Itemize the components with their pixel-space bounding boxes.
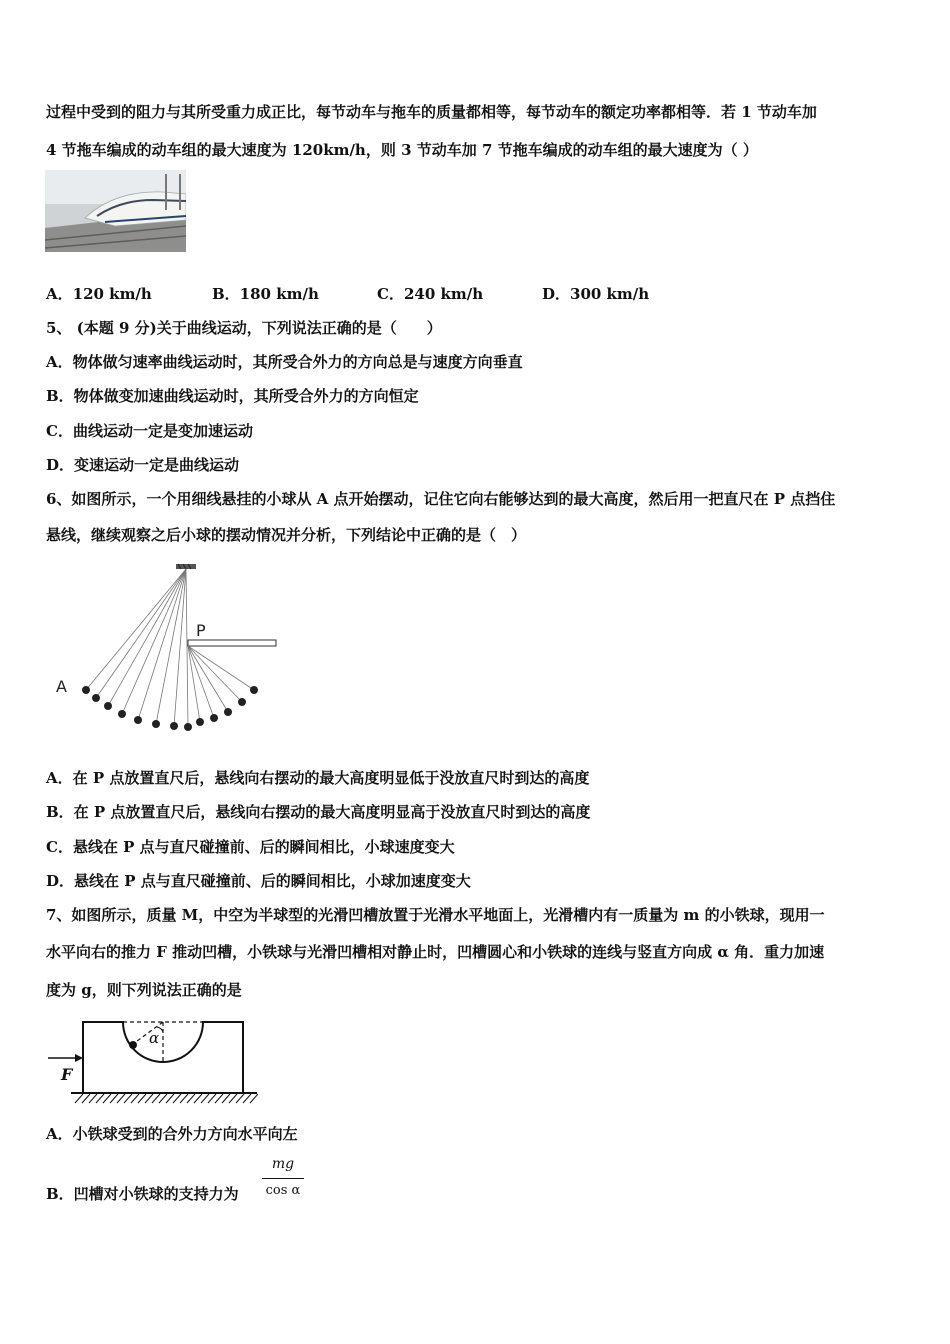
q7-text-line1: 7、如图所示，质量 M，中空为半球型的光滑凹槽放置于光滑水平地面上，光滑槽内有一质量为 m 的小铁球，现用一 bbox=[46, 906, 825, 924]
groove-figure bbox=[45, 1015, 260, 1110]
q6-text-line2: 悬线，继续观察之后小球的摆动情况并分析，下列结论中正确的是（ ） bbox=[46, 526, 527, 544]
ground-hatch bbox=[89, 1094, 97, 1103]
ground-hatch bbox=[201, 1094, 209, 1103]
pendulum-ball bbox=[170, 722, 178, 730]
pendulum-string bbox=[86, 569, 186, 690]
ground-hatch bbox=[110, 1094, 118, 1103]
ground-hatch bbox=[250, 1094, 258, 1103]
q4-option-a: A．120 km/h bbox=[46, 285, 152, 303]
ground-hatch bbox=[208, 1094, 216, 1103]
ground-hatch bbox=[173, 1094, 181, 1103]
ground-hatch bbox=[117, 1094, 125, 1103]
train-photo bbox=[45, 170, 186, 252]
q4-text-line2: 4 节拖车编成的动车组的最大速度为 120km/h，则 3 节动车加 7 节拖车编成的动车组的最大速度为（ ） bbox=[46, 141, 758, 159]
pendulum-ball bbox=[82, 686, 90, 694]
ground-hatch bbox=[229, 1094, 237, 1103]
fraction-numerator: mg bbox=[271, 1156, 295, 1172]
ground-hatch bbox=[180, 1094, 188, 1103]
q6-option-a: A．在 P 点放置直尺后，悬线向右摆动的最大高度明显低于没放直尺时到达的高度 bbox=[46, 769, 590, 787]
q6-option-c: C．悬线在 P 点与直尺碰撞前、后的瞬间相比，小球速度变大 bbox=[46, 838, 455, 856]
pendulum-ball bbox=[238, 698, 246, 706]
pendulum-ball bbox=[152, 720, 160, 728]
ground-hatch bbox=[166, 1094, 174, 1103]
ground-hatch bbox=[236, 1094, 244, 1103]
pendulum-ball bbox=[104, 702, 112, 710]
q5-option-d: D．变速运动一定是曲线运动 bbox=[46, 456, 240, 474]
q5-option-a: A．物体做匀速率曲线运动时，其所受合外力的方向总是与速度方向垂直 bbox=[46, 353, 523, 371]
ground-hatch bbox=[124, 1094, 132, 1103]
q4-option-b: B．180 km/h bbox=[212, 285, 319, 303]
q7-text-line3: 度为 g，则下列说法正确的是 bbox=[46, 981, 242, 999]
ground-hatch bbox=[159, 1094, 167, 1103]
q5-option-b: B．物体做变加速曲线运动时，其所受合外力的方向恒定 bbox=[46, 387, 419, 405]
label-a: A bbox=[56, 677, 67, 696]
ground-hatch bbox=[243, 1094, 251, 1103]
fraction-denominator: cos α bbox=[265, 1183, 301, 1198]
q7-text-line2: 水平向右的推力 F 推动凹槽，小铁球与光滑凹槽相对静止时，凹槽圆心和小铁球的连线与竖直方向成 α 角．重力加速 bbox=[46, 943, 825, 961]
pendulum-string bbox=[188, 646, 242, 702]
q4-option-d: D．300 km/h bbox=[542, 285, 650, 303]
ground-hatch bbox=[215, 1094, 223, 1103]
pendulum-ball bbox=[224, 708, 232, 716]
pendulum-ball bbox=[92, 694, 100, 702]
ground-hatch bbox=[96, 1094, 104, 1103]
ground-hatch bbox=[194, 1094, 202, 1103]
ground-hatch bbox=[75, 1094, 83, 1103]
q6-option-d: D．悬线在 P 点与直尺碰撞前、后的瞬间相比，小球加速度变大 bbox=[46, 872, 471, 890]
pendulum-string bbox=[188, 646, 200, 722]
pendulum-ball bbox=[210, 714, 218, 722]
pendulum-string bbox=[108, 569, 186, 706]
q4-text-line1: 过程中受到的阻力与其所受重力成正比，每节动车与拖车的质量都相等，每节动车的额定功率都相等．若 1 节动车加 bbox=[46, 103, 817, 121]
pendulum-string bbox=[156, 569, 186, 724]
pendulum-string bbox=[138, 569, 186, 720]
ground-hatch bbox=[187, 1094, 195, 1103]
q5-stem: 5、 (本题 9 分)关于曲线运动，下列说法正确的是（ ） bbox=[46, 319, 442, 337]
fraction-bar bbox=[262, 1178, 304, 1179]
pendulum-string bbox=[96, 569, 186, 698]
q6-option-b: B．在 P 点放置直尺后，悬线向右摆动的最大高度明显高于没放直尺时到达的高度 bbox=[46, 803, 591, 821]
label-alpha: α bbox=[149, 1029, 160, 1047]
pendulum-ball bbox=[250, 686, 258, 694]
label-p: P bbox=[196, 621, 206, 640]
q5-option-c: C．曲线运动一定是变加速运动 bbox=[46, 422, 253, 440]
q6-text-line1: 6、如图所示，一个用细线悬挂的小球从 A 点开始摆动，记住它向右能够达到的最大高度，然后用一把直尺在 P 点挡住 bbox=[46, 490, 836, 508]
pendulum-figure bbox=[50, 562, 280, 742]
pendulum-ball bbox=[134, 716, 142, 724]
ground-hatch bbox=[222, 1094, 230, 1103]
label-f: F bbox=[61, 1065, 73, 1084]
pendulum-ball bbox=[118, 710, 126, 718]
pendulum-ball bbox=[196, 718, 204, 726]
ground-hatch bbox=[131, 1094, 139, 1103]
ground-hatch bbox=[152, 1094, 160, 1103]
q4-option-c: C．240 km/h bbox=[377, 285, 484, 303]
pendulum-ball bbox=[184, 723, 192, 731]
ground-hatch bbox=[103, 1094, 111, 1103]
pendulum-string bbox=[186, 569, 188, 727]
ground-hatch bbox=[145, 1094, 153, 1103]
q7-option-b: B．凹槽对小铁球的支持力为 bbox=[46, 1185, 239, 1203]
ground-hatch bbox=[138, 1094, 146, 1103]
ground-hatch bbox=[82, 1094, 90, 1103]
q7-option-a: A．小铁球受到的合外力方向水平向左 bbox=[46, 1125, 298, 1143]
pendulum-string bbox=[188, 646, 254, 690]
